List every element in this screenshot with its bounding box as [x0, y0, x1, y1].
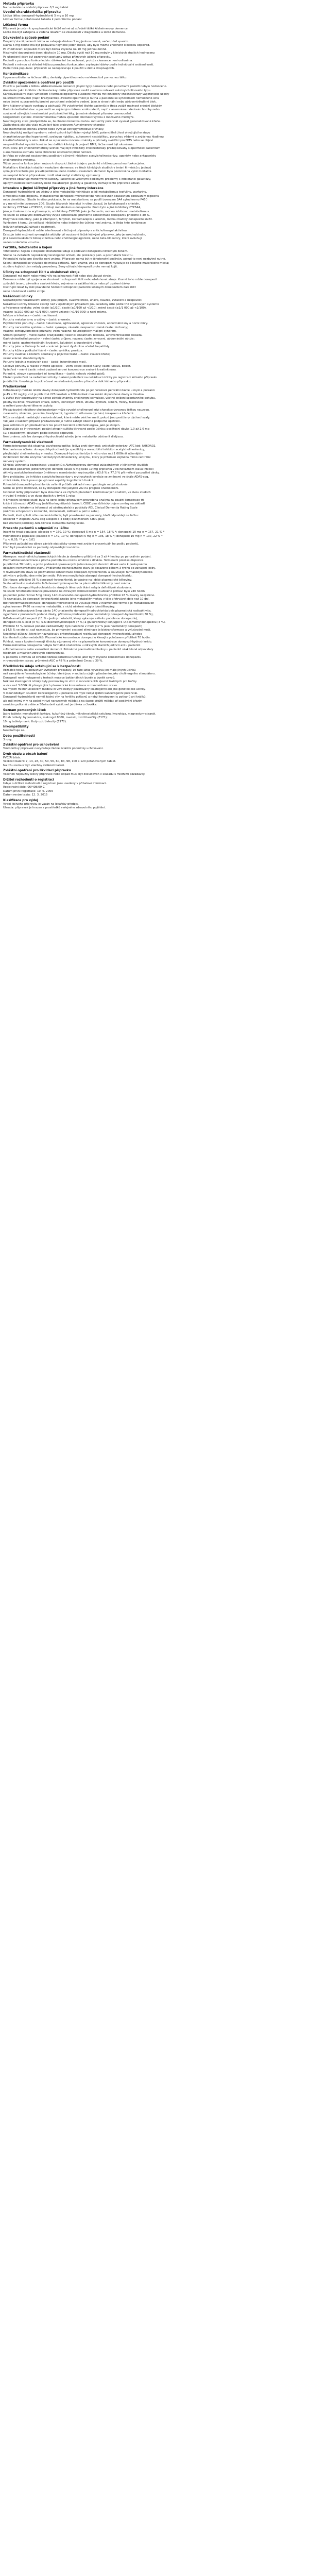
- section-line: nervový systém.: [3, 460, 26, 463]
- section-heading: Farmakokinetické vlastnosti: [3, 551, 50, 555]
- section-line: Plazmatické koncentrace a plocha pod křivkou rostou úměrně s dávkou. Terminální poločas dispozice: [3, 559, 144, 562]
- section-line: studie u kojících žen nebyly provedeny. Ženy užívající donepezil proto nemají kojit.: [3, 265, 118, 268]
- section-line: aktivity acetylcholinesterázy (měřeno v membránách erytrocytů) o 63,6 % a 77,3 % při měření po podání dávky.: [3, 471, 160, 474]
- section-line: donepezil-cis-N-oxid (9 %), 5-O-desmethyldonepezil (7 %) a glukuronidový konjugát 5-O-desmethyldonepezilu (3 %).: [3, 621, 166, 624]
- section-heading: Klasifikace pro výdej: [3, 799, 38, 802]
- section-line: Může se objevit narůstající svalová slabost, která může vést ke smrti, pokud jsou postiženy dýchací svaly.: [3, 416, 150, 419]
- document-section: [3, 799, 306, 810]
- section-line: vyjádřená v procentech podané dávky, přítomna především jako nezměněný donepezil-hydrochlorid (30 %),: [3, 613, 153, 616]
- section-line: Datum první registrace: 10. 6. 2009: [3, 789, 53, 793]
- section-line: Nežádoucí účinky hlášené častěji než v ojedinělých případech jsou uvedeny níže podle tříd orgánových systémů: [3, 302, 159, 306]
- section-line: Neuplatňuje se.: [3, 729, 25, 732]
- section-line: na srdeční frekvenci (např. bradykardie). Zvláštní opatrnost je nutná u pacientů se syndromem nemocného sinu: [3, 96, 159, 100]
- document-section: [3, 665, 306, 707]
- document-section: [3, 743, 306, 751]
- section-line: Údaje o držiteli rozhodnutí o registraci jsou uvedeny v příbalové informaci.: [3, 782, 107, 785]
- section-line: Dávka 5 mg denně má být podávána nejméně jeden měsíc, aby bylo možné zhodnotit klinickou odpověď.: [3, 44, 150, 47]
- document-sections: [3, 23, 306, 810]
- section-line: Dospělí / starší pacienti: léčba se zahajuje dávkou 5 mg jednou denně, večer před spaním.: [3, 40, 129, 43]
- section-line: Úhrada: přípravek je hrazen z prostředků veřejného zdravotního pojištění.: [3, 806, 106, 809]
- section-line: Všechen nepoužitý léčivý přípravek nebo odpad musí být zlikvidován v souladu s místními požadavky.: [3, 773, 145, 776]
- section-line: U zvířat byly pozorovány na dávce závislé známky cholinergní stimulace, včetně snížení spontánního pohybu,: [3, 397, 156, 400]
- section-line: U pacientů s mírnou až středně těžkou poruchou funkce jater byly zvýšené koncentrace donepezilu: [3, 655, 142, 659]
- section-line: Intent-to-treat populace: placebo n = 160, 10 %; donepezil 5 mg n = 154, 18 % *; donepezil 10 mg n = 157, 21 % *: [3, 531, 165, 534]
- section-line: inhibitory CYP3A4 a CYP2D6, inhibují metabolismus donepezilu. Proto tyto a jiné inhibitory CYP3A4,: [3, 206, 141, 209]
- section-line: Farmakoterapeutická skupina: psychoanaleptika; léčiva proti demenci; anticholinesterázy; ATC kód: N06DA02.: [3, 444, 157, 448]
- section-line: Po zhodnocení odpovědi může být dávka zvýšena na 10 mg jednou denně.: [3, 47, 108, 51]
- section-line: i.v. s následnými dávkami podle klinické odpovědi.: [3, 431, 74, 435]
- section-heading: Zvláštní opatření pro likvidaci přípravku: [3, 769, 71, 772]
- section-line: Mortalita v klinických studiích vaskulární demence: ve třech klinických studiích v trvání 6 měsíců u jedinců: [3, 166, 151, 170]
- section-line: Vazba aktivního metabolitu 6-O-desmethyldonepezilu na plazmatické bílkoviny není známa.: [3, 582, 131, 585]
- section-line: nevysvětlitelná vysoká horečka bez dalších klinických projevů NMS, léčba musí být ukončena.: [3, 143, 134, 146]
- section-line: cholinergního systému.: [3, 158, 36, 162]
- section-line: Hlášení podezření na nežádoucí účinky: hlášení podezření na nežádoucí účinky po registraci léčivého přípravku: [3, 376, 158, 379]
- section-line: Neexistují důkazy, které by naznačovaly enterohepatální recirkulaci donepezil-hydrochloridu a/nebo: [3, 632, 142, 636]
- section-heading: Předávkování: [3, 385, 26, 388]
- section-line: Přibližně 57 % celkové podané radioaktivity bylo nalezeno v moči (17 % jako nezměněný donepezil): [3, 624, 142, 628]
- section-line: Pediatrická populace: přípravek se nedoporučuje k použití u dětí a dospívajících.: [3, 67, 115, 70]
- section-line: léčivých přípravků užívat s opatrností.: [3, 225, 56, 229]
- section-line: vzácné: extrapyramidové příznaky; velmi vzácné: neuroleptický maligní syndrom.: [3, 330, 117, 333]
- section-line: Ve studii hmotnostní bilance provedené na zdravých dobrovolnících mužského pohlaví bylo 240 hodin: [3, 590, 145, 593]
- section-line: Pacienti s mírnou až středně těžkou poruchou funkce jater: zvyšování dávky podle individuální snášenlivosti.: [3, 63, 154, 66]
- section-line: v rovnovážném stavu: průměrná AUC o 48 % a průměrná Cmax o 39 %.: [3, 659, 104, 663]
- document-section: [3, 440, 306, 526]
- section-heading: Kontraindikace: [3, 72, 29, 76]
- section-line: vedení srdečního vzruchu.: [3, 241, 40, 244]
- section-line: Mechanismus účinku: donepezil-hydrochlorid je specifický a reverzibilní inhibitor acetylcholinesterázy,: [3, 448, 145, 451]
- section-line: Jádro tablety: monohydrát laktózy, kukuřičný škrob, mikrokrystalická celulóza, hyprolóza, magnesium-stearát.: [3, 712, 156, 716]
- section-line: Donepezil má malý nebo mírný vliv na schopnost řídit nebo obsluhovat stroje.: [3, 274, 112, 278]
- section-heading: Doba použitelnosti: [3, 734, 35, 738]
- section-heading: Účinky na schopnost řídit a obsluhovat stroje: [3, 270, 80, 274]
- section-heading: Nežádoucí účinky: [3, 295, 33, 298]
- section-line: 6-O-desmethyldonepezil (11 % – jediný metabolit, který vykazuje aktivitu podobnou donepezilu),: [3, 617, 139, 620]
- section-line: Velikosti balení: 7, 14, 28, 30, 50, 56, 60, 84, 98, 100 a 120 potahovaných tablet.: [3, 760, 116, 763]
- section-line: je důležité. Umožňuje to pokračovat ve sledování poměru přínosů a rizik léčivého přípravku.: [3, 380, 131, 383]
- section-line: Vyšetření – méně časté: mírné zvýšení sérové koncentrace svalové kreatinkinázy.: [3, 368, 116, 371]
- section-line: nebo obsluhovat složité stroje.: [3, 290, 46, 293]
- section-heading: Procento pacientů s odpovědí na léčbu: [3, 527, 69, 530]
- section-heading: Inkompatibility: [3, 725, 29, 728]
- section-line: kteří byli považováni za pacienty odpovídající na léčbu.: [3, 546, 80, 549]
- document-section: [3, 769, 306, 777]
- section-line: citlivé škále, která posuzuje vybrané aspekty kognitivních funkcí.: [3, 479, 94, 482]
- section-line: Infekce a infestace – časté: nachlazení.: [3, 314, 58, 317]
- section-line: Poranění, otravy a procedurální komplikace – časté: nehody včetně pádů.: [3, 372, 106, 376]
- section-heading: Fertilita, těhotenství a kojení: [3, 246, 53, 249]
- section-line: Použití u pacientů s těžkou Alzheimerovou demencí, jinými typy demence nebo poruchami paměti nebylo hodnoceno.: [3, 85, 167, 88]
- document-title: Metoda přípravku: [3, 2, 35, 6]
- section-line: Tento léčivý přípravek nevyžaduje žádné zvláštní podmínky uchovávání.: [3, 747, 104, 750]
- section-line: nebo jinými supraventrikulárními poruchami srdečního vedení, jako je sinoatriální nebo atrioventrikulární blok.: [3, 100, 157, 104]
- section-line: 3 roky.: [3, 738, 12, 741]
- section-line: Potenciální riziko pro člověka není známo. Přípravek nemá být v těhotenství podáván, pokud to není nezbytně nutné.: [3, 258, 166, 261]
- section-line: To naznačuje, že donepezil-hydrochlorid a/nebo jeho metabolity mohou v těle přetrvávat déle než 10 dní.: [3, 598, 150, 601]
- section-line: Některé klastogenní účinky byly pozorovány in vitro v koncentracích zjevně toxických pro buňky: [3, 680, 137, 683]
- document-section: [3, 708, 306, 724]
- section-heading: Interakce s jinými léčivými přípravky a jiné formy interakce: [3, 187, 104, 190]
- section-line: inhibitorem tohoto enzymu než butyrylcholinesterázy, enzymu, který je přítomen zejména mimo centrální: [3, 456, 151, 459]
- section-line: Demence může být spojena se zhoršením schopnosti řídit nebo obsluhovat stroje. Kromě toho může donepezil: [3, 278, 157, 281]
- section-line: Po ukončení léčby byl pozorován postupný ústup příznivých účinků přípravku.: [3, 55, 111, 59]
- section-line: způsobilo podávání jednorázových denních dávek 5 mg nebo 10 mg přípravku v rovnovážném stavu inhibici: [3, 467, 154, 471]
- section-line: Po podání jednorázové 5mg dávky 14C-značeného donepezil-hydrochloridu byla plazmatická radioaktivita,: [3, 609, 151, 613]
- document-section: [3, 23, 306, 35]
- section-line: nebo cimetidinu. Studie in vitro prokázaly, že na metabolismu se podílí izoenzym 3A4 cytochromu P450: [3, 198, 148, 201]
- section-heading: Druh obalu a obsah balení: [3, 752, 47, 756]
- section-line: cytochromem P450 na mnoho metabolitů, z nichž některé nebyly identifikovány.: [3, 605, 115, 608]
- section-line: Léčba má být zahájena a vedena lékařem se zkušeností v diagnostice a léčbě demence.: [3, 31, 126, 34]
- section-heading: Dávkování a způsob podání: [3, 36, 49, 40]
- section-line: ale měl mírný vliv na počet mrtvě narozených mláďat a na časné přežití mláďat při podávání březím: [3, 699, 143, 703]
- section-line: a v menší míře izoenzym 2D6. Studie lékových interakcí in vitro ukazují, že ketokonazol a chinidin,: [3, 202, 140, 206]
- header-line: Úvodní charakteristika přípravku: [3, 10, 61, 14]
- section-line: Ve studii se zdravými dobrovolníky zvýšil ketokonazol průměrné koncentrace donepezilu přibližně o 30 %.: [3, 214, 150, 217]
- document-section: [3, 752, 306, 768]
- section-line: Celkové poruchy a reakce v místě aplikace – velmi časté: bolest hlavy; časté: únava, bolest.: [3, 364, 131, 368]
- section-line: a 14,5 % ve stolici, což naznačuje, že primárními cestami eliminace je biotransformace a vylučování močí.: [3, 629, 151, 632]
- section-heading: Zvláštní upozornění a opatření pro použití: [3, 81, 74, 84]
- section-line: Přípravek způsobil na dávce závislé statisticky významné zvýšení procentuálního podílu pacientů,: [3, 542, 139, 546]
- section-line: Poruchy ledvin a močových cest – časté: inkontinence moči.: [3, 361, 87, 364]
- document-section: [3, 385, 306, 439]
- document-section: [3, 270, 306, 294]
- section-line: Donepezil-hydrochlorid ani žádný z jeho metabolitů neinhibuje u lidí metabolismus teofylinu, warfarinu,: [3, 191, 147, 194]
- section-line: Hypersenzitivita na léčivou látku, deriváty piperidinu nebo na kteroukoli pomocnou látku.: [3, 76, 128, 79]
- section-line: Tak jako v každém případě předávkování je nutné zahájit obecná podpůrná opatření.: [3, 420, 121, 423]
- section-line: Jako antidotum při předávkování lze použít terciární anticholinergika, jako je atropin.: [3, 423, 121, 427]
- section-line: dosažení rovnovážného stavu. Přibližného rovnovážného stavu je dosaženo během 3 týdnů po zahájení léčby.: [3, 567, 156, 570]
- document-section: [3, 187, 306, 245]
- section-line: Pohlaví, rasa a kouření nemají klinicky významný vliv na plazmatické koncentrace donepezil-hydrochloridu.: [3, 640, 152, 643]
- section-line: Farmakokinetika donepezilu nebyla formálně studována u zdravých starších jedinců ani u pacientů: [3, 644, 141, 647]
- section-line: úplným nedostatkem laktázy nebo malabsorpcí glukózy a galaktózy nemají tento přípravek užívat.: [3, 181, 141, 185]
- section-line: jako je itrakonazol a erythromycin, a inhibitory CYP2D6, jako je fluoxetin, mohou inhibovat metabolismus.: [3, 210, 150, 213]
- section-line: * p < 0,05; ** p < 0,01: [3, 538, 35, 541]
- section-line: charakterizovaného hypertermií, svalovou rigiditou, autonomní nestabilitou, poruchou vědomí a zvýšenou hladinou: [3, 135, 164, 139]
- section-line: polohy na břiše, vrávoravé chůze, slzení, klonických křečí, útlumu dýchání, slinění, miózy, fascikulací: [3, 400, 144, 404]
- section-line: Je třeba se vyhnout současnému podávání s jinými inhibitory acetylcholinesterázy, agonisty nebo antagonisty: [3, 155, 157, 158]
- section-line: po podání jednorázové 5mg dávky 14C-značeného donepezil-hydrochloridu přibližně 28 % značky nezjištěno.: [3, 594, 155, 597]
- section-line: Nejčastějšími nežádoucími účinky jsou průjem, svalové křeče, únava, nauzea, zvracení a nespavost.: [3, 299, 143, 302]
- section-line: Ošetřující lékař by měl pravidelně hodnotit schopnost pacientů léčených donepezilem dále řídit: [3, 286, 136, 289]
- section-line: Gastrointestinální stav: u pacientů se zvýšeným rizikem vzniku vředů, např. s anamnézou vředové choroby nebo: [3, 108, 160, 111]
- section-line: a více než 3 000krát převyšujících plazmatické koncentrace v rovnovážném stavu.: [3, 684, 118, 687]
- document-section: [3, 725, 306, 733]
- section-line: V 6měsíční klinické studii byla na konci léčby přípravkem provedena analýza za použití kombinace tří: [3, 498, 144, 502]
- section-line: Distribuce donepezil-hydrochloridu do různých tělesných tkání nebyla definitivně studována.: [3, 586, 132, 589]
- section-line: Plicní stav: pro cholinomimetický účinek mají být inhibitory cholinesterázy předepisovány s opatrností pacientům: [3, 147, 161, 150]
- section-line: jiná neuromuskulární blokující léčiva nebo cholinergní agonisté, nebo beta-blokátory, které ovlivňují: [3, 237, 142, 240]
- section-line: Neuroleptický maligní syndrom: velmi vzácně byl hlášen výskyt NMS, potenciálně život ohrožujícího stavu: [3, 131, 150, 134]
- section-line: a snížení povrchové tělesné teploty.: [3, 404, 53, 408]
- section-line: samicím potkanů v dávce 50násobně vyšší, než je dávka u člověka.: [3, 703, 97, 706]
- section-line: Doporučuje se intravenózní podání atropin-sulfátu titrované podle účinku: počáteční dávka 1,0 až 2,0 mg: [3, 428, 150, 431]
- section-line: Studie na zvířatech neprokázaly teratogenní účinek, ale prokázaly peri- a postnatální toxicitu.: [3, 253, 133, 257]
- section-heading: Léčebná forma: [3, 23, 28, 27]
- document-section: [3, 81, 306, 185]
- document-section: [3, 778, 306, 798]
- document-header: [3, 2, 306, 22]
- section-line: Přípravek je určen k symptomatické léčbě mírné až středně těžké Alzheimerovy demence.: [3, 27, 129, 30]
- section-line: Neurologický stav: předpokládá se, že cholinomimetika mohou mít určitý potenciál vyvolat generalizované křeče.: [3, 120, 161, 123]
- section-line: PVC/Al blistr.: [3, 756, 21, 759]
- section-line: Poruchy nervového systému – časté: synkopa, závratě, nespavost; méně časté: záchvaty;: [3, 326, 128, 329]
- section-line: Výdej léčivého přípravku je vázán na lékařský předpis.: [3, 802, 79, 806]
- section-heading: Seznam pomocných látek: [3, 708, 46, 712]
- section-line: než zamýšlené farmakologické účinky, které jsou v souladu s jejím působením jako cholinergního stimulátoru.: [3, 672, 156, 675]
- section-line: Biotransformace/eliminace: donepezil-hydrochlorid se vylučuje močí v nezměněné formě a je metabolizován: [3, 601, 154, 605]
- document: [0, 0, 309, 815]
- document-section: [3, 551, 306, 664]
- section-line: Poruchy kůže a podkožní tkáně – časté: vyrážka, pruritus.: [3, 349, 83, 352]
- section-line: Účinnost léčby přípravkem byla zkoumána ve čtyřech placebem kontrolovaných studiích, ve dvou studiích: [3, 490, 151, 494]
- document-section: [3, 36, 306, 71]
- section-line: Donepezil-hydrochlorid neměl žádný vliv na fertilitu potkanů a nebyl teratogenní u potkanů ani králíků,: [3, 696, 147, 699]
- section-line: Nelze se proto domnívat, že by donepezil měl jakýkoli vliv na progresi onemocnění.: [3, 487, 119, 490]
- section-line: Kojení: donepezil se vylučuje do mléka potkanů. Není známo, zda se donepezil vylučuje do lidského mateřského mléka;: [3, 261, 169, 265]
- section-line: Poruchy jater a žlučových cest – vzácné: jaterní dysfunkce včetně hepatitidy.: [3, 345, 110, 348]
- section-heading: Farmakodynamické vlastnosti: [3, 440, 54, 444]
- section-line: Existuje také možnost synergické aktivity při současné léčbě léčivými přípravky, jako je sukcinylcholin,: [3, 233, 146, 236]
- header-line: Na nezávislé na období příprava: 0,5 mg tablet: [3, 6, 68, 9]
- section-line: Potenciál donepezil-hydrochloridu ovlivnit průběh základní neuropatologie nebyl studován.: [3, 483, 130, 486]
- section-line: Psychiatrické poruchy – časté: halucinace, agitovanost, agresivní chování, abnormální sny a noční můry.: [3, 322, 148, 325]
- section-line: kteréhokoli z jeho metabolitů. Plazmatické koncentrace donepezilu klesají s poločasem přibližně 70 hodin.: [3, 636, 151, 639]
- section-line: Klinická účinnost a bezpečnost: u pacientů s Alzheimerovou demencí zúčastněných v klinických studiích: [3, 464, 148, 467]
- section-heading: Zvláštní opatření pro uchovávání: [3, 743, 59, 747]
- section-line: Na myším mikronukleovém modelu in vivo nebyly pozorovány klastogenní ani jiné genotoxické účinky.: [3, 688, 146, 691]
- section-line: vzácné (≥1/10 000 až <1/1 000), velmi vzácné (<1/10 000) a není známo.: [3, 310, 107, 314]
- section-line: Hodnotitelná populace: placebo n = 149, 10 %; donepezil 5 mg n = 136, 18 % *; donepezil 10 mg n = 137, 22 % *: [3, 534, 163, 538]
- section-line: Poruchy metabolismu a výživy – časté: anorexie.: [3, 318, 71, 321]
- section-line: Přípravek obsahuje monohydrát laktózy. Pacienti se vzácnými dědičnými problémy s intolerancí galaktózy,: [3, 178, 151, 181]
- section-line: (měřítko schopností v komunitě, domácnosti, zálibách a péči o sebe).: [3, 510, 100, 513]
- section-line: Gastrointestinální poruchy – velmi časté: průjem, nauzea; časté: zvracení, abdominální obtíže;: [3, 337, 135, 341]
- section-line: ve skupině léčené přípravkem; rozdíl však nebyl statisticky významný.: [3, 174, 101, 177]
- section-line: Potah tablety: hypromelóza, makrogol 8000, mastek, oxid titaničitý (E171);: [3, 716, 108, 719]
- section-line: Urogenitální systém: cholinomimetika mohou způsobit obstrukci výtoku z močového měchýře.: [3, 116, 134, 119]
- section-line: způsobit únavu, závratě a svalové křeče, zejména na začátku léčby nebo při zvýšení dávky.: [3, 282, 130, 285]
- section-line: V rovnovážném stavu se plazmatické koncentrace donepezil-hydrochloridu a související farmakodynamická: [3, 570, 153, 574]
- section-line: Vzhledem k tomu, že velikost inhibičního nebo indukčního účinku není známa, je třeba tyto kombinace: [3, 222, 146, 225]
- section-line: Rozsáhlé testy na pokusných zvířatech prokázaly, že tato látka vyvolává jen málo jiných účinků: [3, 668, 136, 672]
- section-line: Registrační číslo: 06/408/09-C: [3, 786, 45, 789]
- document-section: [3, 527, 306, 550]
- section-line: velmi vzácné: rhabdomyolýza.: [3, 357, 46, 360]
- section-line: Pacienti, kteří splnili níže uvedená kritéria, byli považováni za pacienty, kteří odpovídají na léčbu:: [3, 514, 139, 517]
- section-line: Předávkování inhibitory cholinesterázy může vyvolat cholinergní krizi charakterizovanou těžkou nauzeou,: [3, 408, 150, 412]
- section-line: Anestezie: jako inhibitor cholinesterázy může přípravek zesílit svalovou relaxaci sukcinylcholinového typu.: [3, 89, 151, 92]
- section-line: převládající cholinesterázy v mozku. Donepezil-hydrochlorid je in vitro více než 1 000krát účinnějším: [3, 452, 143, 455]
- section-line: cimetidinu nebo digoxinu. Metabolismus donepezil-hydrochloridu není ovlivněn současným podáváním digoxinu: [3, 194, 159, 198]
- document-section: [3, 72, 306, 80]
- section-line: Byly hlášeny případy synkopy a záchvatů. Při vyšetřování těchto pacientů je třeba zvážit možnost srdeční blokády.: [3, 104, 162, 108]
- section-line: a frekvence výskytu: velmi časté (≥1/10), časté (≥1/100 až <1/10), méně časté (≥1/1 000 až <1/100),: [3, 307, 147, 310]
- section-line: odpověď = zlepšení ADAS-cog alespoň o 4 body; bez zhoršení CIBIC plus;: [3, 518, 105, 521]
- section-heading: Předklinické údaje vztahující se k bezpečnosti: [3, 665, 81, 668]
- document-section: [3, 734, 306, 742]
- section-line: 10mg tablety navíc žlutý oxid železitý (E172).: [3, 720, 67, 723]
- section-line: méně časté: gastrointestinální krvácení, žaludeční a duodenální vředy.: [3, 341, 101, 345]
- section-line: Na trhu nemusí být všechny velikosti balení.: [3, 764, 65, 767]
- section-line: aktivita v průběhu dne mění jen málo. Potrava neovlivňuje absorpci donepezil-hydrochloridu.: [3, 574, 133, 578]
- section-line: kreatinfosfokinázy v séru. Pokud se u pacienta rozvinou známky a příznaky svědčící pro NMS nebo se objeví: [3, 139, 153, 142]
- section-line: Absorpce: maximálních plazmatických hladin je dosaženo přibližně za 3 až 4 hodiny po perorálním podání.: [3, 555, 151, 558]
- section-line: Cholinomimetika mohou zhoršit nebo vyvolat extrapyramidové příznaky.: [3, 127, 104, 131]
- section-line: je 45 a 32 mg/kg, což je přibližně 225násobek a 160násobek maximální doporučené dávky u člověka.: [3, 393, 145, 396]
- section-heading: Držitel rozhodnutí o registraci: [3, 778, 54, 782]
- section-line: splňujících kritéria pro pravděpodobnou nebo možnou vaskulární demenci byla pozorována vyšší mortalita: [3, 170, 151, 173]
- document-section: [3, 295, 306, 384]
- section-line: Datum revize textu: 12. 3. 2015: [3, 793, 48, 796]
- header-line: Léková forma: potahovaná tableta k perorálnímu podání: [3, 18, 82, 21]
- section-line: Těžká porucha funkce jater: nejsou k dispozici žádné údaje u pacientů s těžkou poruchou funkce jater.: [3, 162, 145, 165]
- section-line: v trvání 6 měsíců a ve dvou studiích v trvání 1 roku.: [3, 495, 76, 498]
- section-line: Donepezil-hydrochlorid může interferovat s léčivými přípravky s anticholinergní aktivitou.: [3, 229, 128, 232]
- section-line: V dlouhodobých studiích kancerogenity u potkanů ani myší nebyl zjištěn kancerogenní potenciál.: [3, 691, 138, 695]
- section-line: je přibližně 70 hodin, a proto podávání opakovaných jednorázových denních dávek vede k postupnému: [3, 563, 147, 566]
- section-line: zvracením, sliněním, pocením, bradykardií, hypotenzí, útlumem dýchání, kolapsem a křečemi.: [3, 412, 134, 415]
- section-line: Distribuce: přibližně 95 % donepezil-hydrochloridu je vázáno na lidské plazmatické bílkoviny.: [3, 578, 132, 582]
- document-section: [3, 246, 306, 269]
- section-line: bez zhoršení podškály ADL Clinical Dementia Rating Scale.: [3, 521, 85, 525]
- section-line: rozhovoru s lékařem a informací od ošetřovatele) a podškály ADL Clinical Dementia Rating Scale: [3, 506, 138, 510]
- section-line: současně užívajících nesteroidní protizánětlivé léky, je nutné sledovat příznaky onemocnění.: [3, 112, 132, 115]
- section-line: Záchvatová aktivita však může být také projevem Alzheimerovy choroby.: [3, 124, 105, 127]
- section-line: Bylo prokázáno, že inhibice acetylcholinesterázy v erytrocytech koreluje se změnami ve škále ADAS-cog,: [3, 475, 149, 479]
- header-line: Léčivá látka: donepezil-hydrochlorid 5 mg a 10 mg: [3, 14, 74, 18]
- section-line: Srdeční poruchy – méně časté: bradykardie; vzácné: sinoatriální blokáda, atrioventrikulární blokáda.: [3, 333, 143, 337]
- section-line: kritérií účinnosti: ADAS-cog (měřítko kognitivních funkcí), CIBIC plus (klinický dojem změny na základě: [3, 502, 146, 505]
- section-line: Pacienti s poruchou funkce ledvin: dávkování lze zachovat, protože clearance není ovlivněna.: [3, 59, 133, 62]
- section-line: Odhadovaný medián letální dávky donepezil-hydrochloridu po jednorázové perorální dávce u myší a potkanů: [3, 389, 155, 392]
- section-line: Enzymové induktory, jako je rifampicin, fenytoin, karbamazepin a alkohol, mohou hladiny donepezilu snížit.: [3, 217, 153, 221]
- section-line: Kardiovaskulární stav: vzhledem k farmakologickému působení mohou mít inhibitory cholinesterázy vagotonické účinky: [3, 93, 169, 96]
- section-line: hladinám u mladých zdravých dobrovolníků.: [3, 652, 65, 655]
- section-line: Donepezil není mutagenní v testech mutace bakteriálních buněk a buněk savců.: [3, 676, 115, 680]
- section-line: Poruchy svalové a kosterní soustavy a pojivové tkáně – časté: svalové křeče;: [3, 353, 110, 356]
- section-line: s Alzheimerovou nebo vaskulární demencí. Průměrné plazmatické hladiny u pacientů však těsně odpovídaly: [3, 648, 153, 651]
- section-line: Není známo, zda lze donepezil-hydrochlorid a/nebo jeho metabolity odstranit dialýzou.: [3, 435, 124, 438]
- section-line: Těhotenství: nejsou k dispozici dostatečné údaje o podávání donepezilu těhotným ženám.: [3, 250, 128, 253]
- section-line: Maximální doporučená denní dávka je 10 mg. Dávky vyšší než 10 mg nebyly v klinických studiích hodnoceny.: [3, 52, 156, 55]
- section-line: s anamnézou astmatu nebo chronické obstrukční plicní nemoci.: [3, 150, 92, 154]
